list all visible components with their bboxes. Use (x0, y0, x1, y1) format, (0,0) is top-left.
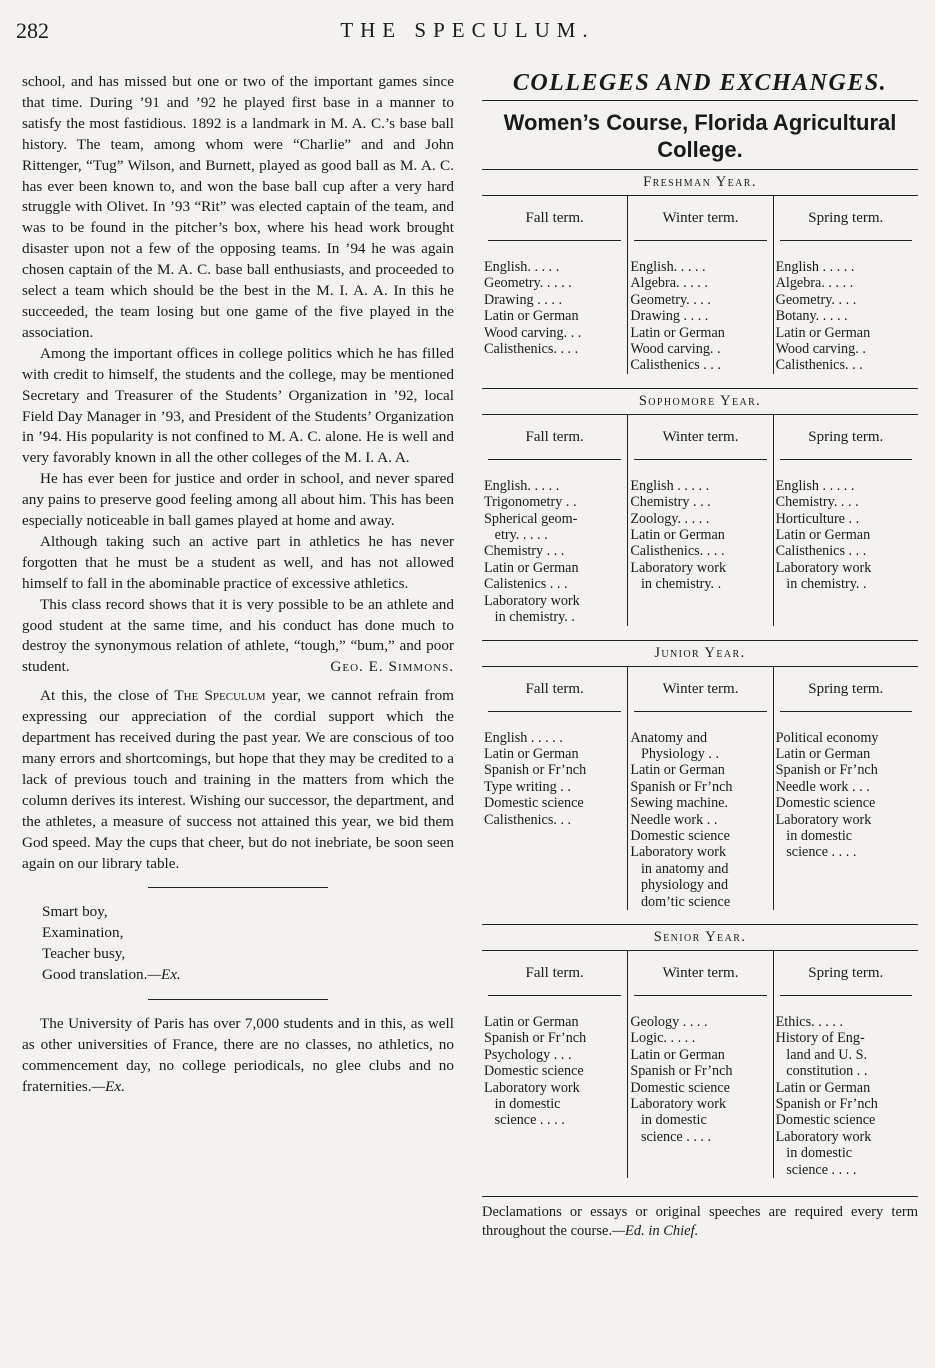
subject-item: Algebra. . . . . (775, 275, 854, 292)
term-label: Fall term. (488, 667, 621, 712)
subject-item: Drawing . . . . (484, 291, 563, 308)
year-heading: Junior Year. (482, 641, 918, 667)
term-column (627, 667, 772, 910)
term-column (627, 415, 772, 626)
term-row (482, 196, 918, 388)
term-column (482, 415, 627, 626)
subject-item: Domestic science (630, 1079, 730, 1096)
subject-item: Drawing . . . . (630, 308, 709, 325)
footnote-text: Declamations or essays or original speeches are required every term throughout the course. (482, 1204, 918, 1240)
subject-item: science . . . . (775, 844, 857, 861)
term-column (482, 196, 627, 374)
subject-item: Latin or German (775, 745, 871, 762)
subject-item: Horticulture . . (775, 510, 860, 527)
subject-item: Domestic science (630, 827, 730, 844)
subject-item: Physiology . . (630, 745, 719, 762)
subject-item: Political economy (775, 729, 879, 746)
term-label: Winter term. (634, 415, 766, 460)
subject-item: etry. . . . . (484, 527, 548, 544)
journal-title: THE SPECULUM. (340, 18, 595, 42)
paragraph-4: Although taking such an active part in athletics he has never forgotten that he must be a student as well, and has not allowed himself to fall in the abominable practice of excessive athletics. (22, 532, 454, 592)
subject-item: Laboratory work (484, 592, 580, 609)
page-header (0, 0, 935, 52)
paragraph-5 (22, 595, 454, 679)
term-label: Fall term. (488, 951, 621, 996)
subject-item: English . . . . . (775, 259, 855, 275)
verse-last-line: Good translation. (42, 966, 148, 984)
subject-item: Chemistry . . . (630, 494, 711, 511)
subject-item: Domestic science (775, 795, 876, 812)
term-column (627, 951, 772, 1178)
term-column (627, 196, 772, 374)
term-label: Winter term. (634, 667, 766, 712)
subject-item: Spanish or Fr’nch (630, 1063, 733, 1080)
subject-item: science . . . . (484, 1112, 565, 1129)
subject-item: English . . . . . (775, 477, 855, 494)
subject-item: Sewing machine. (630, 795, 729, 812)
subject-item: Latin or German (630, 324, 725, 341)
article-title: Women’s Course, Florida Agricultural College. (503, 110, 897, 162)
subject-item: dom’tic science (630, 893, 731, 910)
term-label: Spring term. (780, 196, 912, 241)
subject-item: Laboratory work (630, 1096, 727, 1112)
subject-item: Spanish or Fr’nch (630, 778, 733, 795)
subject-item: Laboratory work (630, 844, 727, 861)
subject-item: Geometry. . . . . (484, 275, 572, 292)
subject-item: Spanish or Fr’nch (484, 1030, 587, 1047)
subject-item: Latin or German (484, 559, 579, 576)
subject-item: Domestic science (484, 795, 584, 812)
subject-item: Wood carving. . (775, 341, 866, 358)
subject-item: Calisthenics. . . . (630, 543, 725, 560)
subject-item: in domestic (775, 1145, 853, 1162)
subject-item: Chemistry. . . . (775, 494, 859, 511)
subject-item: Spanish or Fr’nch (484, 762, 587, 779)
left-column (22, 72, 454, 1098)
subject-item: English . . . . . (630, 477, 710, 494)
subject-item: Latin or German (775, 324, 871, 341)
subject-item: in domestic (630, 1112, 707, 1129)
subject-item: Latin or German (484, 308, 579, 325)
verse-line: Examination, (42, 924, 124, 942)
footnote-credit: —Ed. in Chief. (612, 1223, 699, 1240)
subject-item: Laboratory work (484, 1079, 580, 1096)
subject-item: Wood carving. . (630, 341, 721, 358)
paragraph-6-rest: year, we cannot refrain from expressing our appreciation of the cordial support which the department has received during the past year. We are conscious of too many errors and shortcomings, but hope that they may be credited to a lack of previous touch and training in the matters from which the column derives its interest. Wishing our successor, the department, and the athletes, a measure of success not attained this year, we bid them God speed. May the cups that cheer, but do not inebriate, be soon seen again on our library table. (22, 687, 454, 872)
subject-item: Laboratory work (775, 1128, 872, 1145)
verse-line: Smart boy, (42, 903, 108, 921)
subject-item: Botany. . . . . (775, 308, 848, 325)
term-label: Winter term. (634, 951, 766, 996)
term-label: Spring term. (780, 415, 912, 460)
paragraph-6-start: At this, the close of (40, 687, 175, 705)
footnote (482, 1196, 918, 1241)
subject-item: science . . . . (775, 1161, 857, 1178)
verse-line: Teacher busy, (42, 945, 126, 963)
curriculum-table (482, 169, 918, 1188)
subject-item: Geometry. . . . (775, 291, 857, 308)
term-column (482, 667, 627, 910)
subject-item: Ethics. . . . . (775, 1013, 844, 1030)
paragraph-7-credit: —Ex. (91, 1077, 125, 1095)
subject-item: Chemistry . . . (484, 543, 565, 560)
year-heading: Senior Year. (482, 925, 918, 951)
subject-item: Geology . . . . (630, 1013, 708, 1030)
subject-item: Anatomy and (630, 729, 708, 746)
subject-item: Laboratory work (775, 811, 872, 828)
section-title: COLLEGES AND EXCHANGES. (482, 70, 918, 101)
paragraph-1: school, and has missed but one or two of the important games since that time. During ’91 and ’92 he played first base in a manner to satisfy the most fastidious. 1892 is a landmark in M. A. C.’s base ball history. The team, among whom were “Charlie” and and John Rittenger, “Tug” Wilson, and Burnett, played as good ball as M. A. C. has ever been known to, and won the base ball cup after a very hard struggle with Olivet. In ’93 “Rit” was elected captain of the team, and was to be found in the pitcher’s box, where his head work brought disaster upon not a few of the opposing teams. In ’94 he was again chosen captain of the M. A. C. base ball enthusiasts, and proceeded to select a team which should be the best in the M. I. A. A. In this he succeeded, the team losing but one game of the five played in the association. (22, 73, 454, 341)
subject-item: Needle work . . . (775, 778, 870, 795)
divider (148, 887, 328, 888)
subject-item: Laboratory work (630, 559, 727, 576)
term-label: Fall term. (488, 415, 621, 460)
term-column (773, 415, 918, 626)
subject-item: Latin or German (630, 762, 725, 779)
verse-credit: —Ex. (147, 966, 181, 984)
subject-item: Domestic science (484, 1063, 584, 1080)
subject-item: Laboratory work (775, 559, 872, 576)
year-block (482, 169, 918, 388)
term-row (482, 667, 918, 924)
term-label: Spring term. (780, 951, 912, 996)
term-row (482, 951, 918, 1188)
divider (148, 999, 328, 1000)
subject-item: Domestic science (775, 1112, 876, 1129)
subject-item: land and U. S. (775, 1046, 868, 1063)
subject-item: Calisthenics. . . (775, 357, 863, 374)
paragraph-2: Among the important offices in college politics which he has filled with credit to himself, the students and the college, may be mentioned Secretary and Treasurer of the Students’ Organization in ’92, local Field Day Manager in ’93, and President of the Students’ Organization in ’94. His popularity is not confined to M. A. C. alone. He is well and very favorably known in all the other colleges of the M. I. A. A. (22, 344, 454, 467)
verse (22, 902, 454, 986)
subject-item: Calisthenics . . . (775, 543, 867, 560)
term-label: Fall term. (488, 196, 621, 241)
term-column (773, 951, 918, 1178)
subject-item: in chemistry. . (630, 576, 722, 593)
subject-item: Calisthenics . . . (630, 357, 721, 374)
subject-item: Logic. . . . . (630, 1030, 696, 1047)
subject-item: in anatomy and (630, 860, 729, 877)
subject-item: English . . . . . (484, 729, 563, 746)
subject-item: Psychology . . . (484, 1046, 572, 1063)
subject-item: Latin or German (484, 1013, 579, 1030)
page-number: 282 (16, 18, 49, 43)
subject-item: English. . . . . (484, 477, 560, 494)
subject-item: Spanish or Fr’nch (775, 1096, 878, 1112)
subject-item: Algebra. . . . . (630, 275, 708, 292)
journal-name: The Speculum (174, 687, 266, 705)
subject-item: Latin or German (775, 527, 871, 544)
subject-item: Spherical geom- (484, 510, 578, 527)
subject-item: Zoology. . . . . (630, 510, 710, 527)
year-heading: Sophomore Year. (482, 389, 918, 415)
year-heading: Freshman Year. (482, 170, 918, 196)
subject-item: English. . . . . (630, 259, 706, 275)
term-label: Winter term. (634, 196, 766, 241)
subject-item: Calisthenics. . . (484, 811, 572, 828)
paragraph-7-text: The University of Paris has over 7,000 students and in this, as well as other universities of France, there are no classes, no athletics, no commencement day, no college periodicals, no glee clubs and no fraternities. (22, 1015, 454, 1095)
subject-item: in chemistry. . (775, 576, 867, 593)
paragraph-5-text: This class record shows that it is very possible to be an athlete and good student at the same time, and his conduct has done much to destroy the synonymous relation of athlete, “tough,” “bum,” and poor student. (22, 595, 454, 676)
subject-item: Latin or German (630, 527, 725, 544)
subject-item: Wood carving. . . (484, 324, 582, 341)
right-column (482, 70, 918, 1241)
subject-item: Latin or German (484, 745, 579, 762)
subject-item: in domestic (775, 827, 853, 844)
paragraph-6 (22, 686, 454, 874)
subject-item: Needle work . . (630, 811, 718, 828)
subject-item: Latin or German (775, 1079, 871, 1096)
subject-item: physiology and (630, 877, 729, 894)
subject-item: Latin or German (630, 1046, 725, 1063)
subject-item: Type writing . . (484, 778, 571, 795)
term-column (773, 196, 918, 374)
subject-item: constitution . . (775, 1063, 868, 1080)
paragraph-7 (22, 1014, 454, 1098)
year-block (482, 388, 918, 640)
subject-item: Geometry. . . . (630, 291, 711, 308)
signature: Geo. E. Simmons. (330, 658, 454, 676)
year-block (482, 924, 918, 1188)
term-column (773, 667, 918, 910)
term-column (482, 951, 627, 1178)
subject-item: Trigonometry . . (484, 494, 577, 511)
term-row (482, 415, 918, 640)
term-label: Spring term. (780, 667, 912, 712)
subject-item: Spanish or Fr’nch (775, 762, 878, 779)
subject-item: in domestic (484, 1096, 561, 1112)
year-block (482, 640, 918, 924)
subject-item: Calistenics . . . (484, 576, 568, 593)
subject-item: Calisthenics. . . . (484, 341, 579, 358)
subject-item: in chemistry. . (484, 609, 575, 626)
subject-item: English. . . . . (484, 259, 560, 275)
subject-item: History of Eng- (775, 1030, 865, 1047)
verse-line (42, 965, 454, 986)
paragraph-3: He has ever been for justice and order in school, and never spared any pains to preserve good feeling among all about him. This has been especially noticeable in ball games played at home and away. (22, 470, 454, 530)
subject-item: science . . . . (630, 1128, 712, 1145)
